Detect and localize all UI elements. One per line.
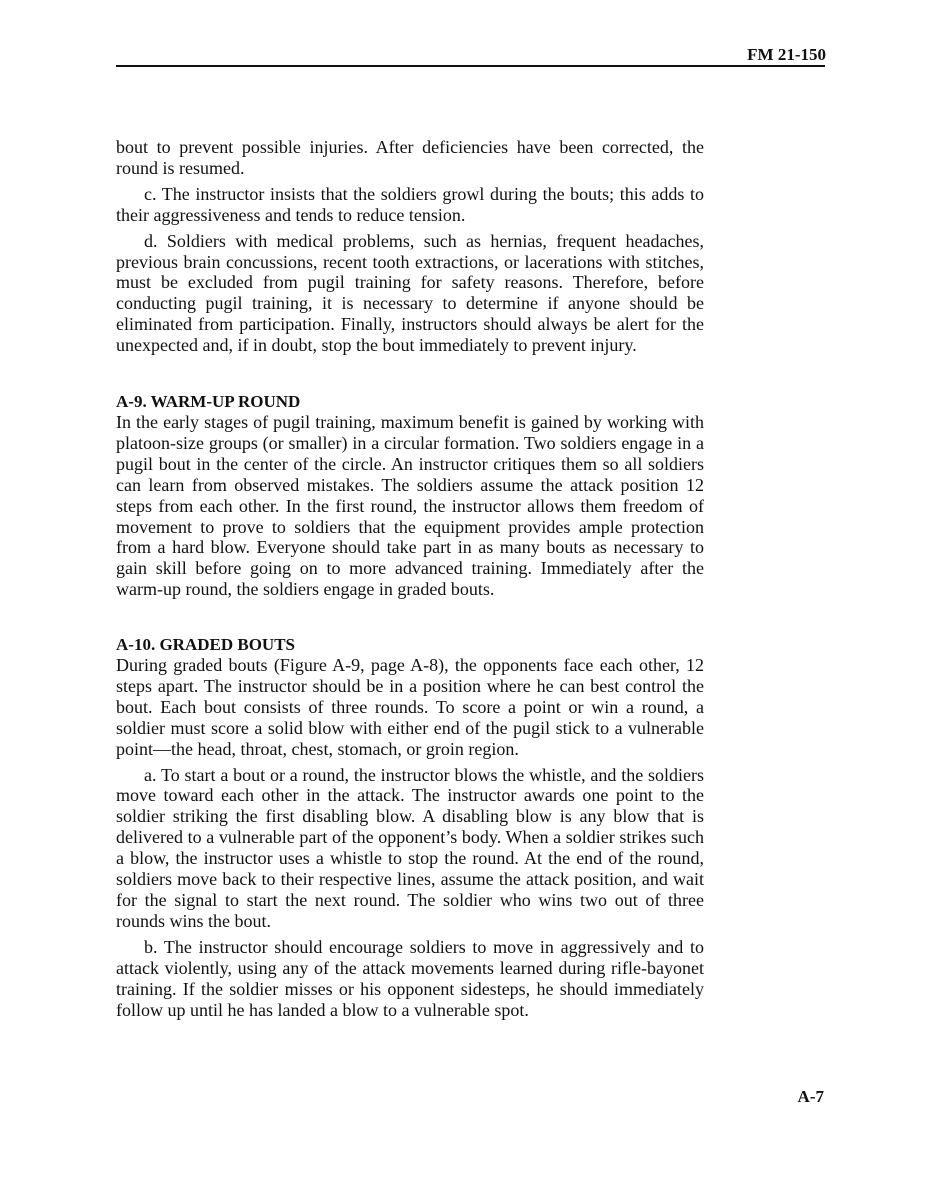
page-number: A-7 <box>797 1087 824 1106</box>
section-a9 <box>116 391 704 605</box>
section-a10 <box>116 634 704 1025</box>
continuation-block <box>116 137 704 361</box>
paragraph-c: c. The instructor insists that the soldiers growl during the bouts; this adds to their aggressiveness and tends to reduce tension. <box>116 183 704 225</box>
section-a10-body: During graded bouts (Figure A-9, page A-8), the opponents face each other, 12 steps apart. The instructor should be in a position where he can best control the bout. Each bout consists of three rounds. To score a point or win a round, a soldier must score a solid blow with either end of the pugil stick to a vulnerable point—the head, throat, chest, stomach, or groin region. <box>116 655 704 759</box>
section-a9-heading: A-9. WARM-UP ROUND <box>116 392 301 411</box>
paragraph-continued: bout to prevent possible injuries. After deficiencies have been corrected, the round is resumed. <box>116 137 704 178</box>
paragraph-d: d. Soldiers with medical problems, such as hernias, frequent headaches, previous brain concussions, recent tooth extractions, or lacerations with stitches, must be excluded from pugil training for safety reasons. Therefore, before conducting pugil training, it is necessary to determine if anyone should be eliminated from participation. Finally, instructors should always be alert for the unexpected and, if in doubt, stop the bout immediately to prevent injury. <box>116 230 704 356</box>
header-divider <box>116 65 825 67</box>
section-a10-heading: A-10. GRADED BOUTS <box>116 635 295 654</box>
paragraph-a: a. To start a bout or a round, the instructor blows the whistle, and the soldiers move toward each other in the attack. The instructor awards one point to the soldier striking the first disabling blow. A disabling blow is any blow that is delivered to a vulnerable part of the opponent’s body. When a soldier strikes such a blow, the instructor uses a whistle to stop the round. At the end of the round, soldiers move back to their respective lines, assume the attack position, and wait for the signal to start the next round. The soldier who wins two out of three rounds wins the bout. <box>116 764 704 931</box>
section-a9-body: In the early stages of pugil training, maximum benefit is gained by working with platoon-size groups (or smaller) in a circular formation. Two soldiers engage in a pugil bout in the center of the circle. An instructor critiques them so all soldiers can learn from observed mistakes. The soldiers assume the attack position 12 steps from each other. In the first round, the instructor allows them freedom of movement to prove to soldiers that the equipment provides ample protection from a hard blow. Everyone should take part in as many bouts as necessary to gain skill before going on to more advanced training. Immediately after the warm-up round, the soldiers engage in graded bouts. <box>116 412 704 600</box>
paragraph-b: b. The instructor should encourage soldiers to move in aggressively and to attack violently, using any of the attack movements learned during rifle-bayonet training. If the soldier misses or his opponent sidesteps, he should immediately follow up until he has landed a blow to a vulnerable spot. <box>116 936 704 1020</box>
manual-id: FM 21-150 <box>747 45 826 64</box>
